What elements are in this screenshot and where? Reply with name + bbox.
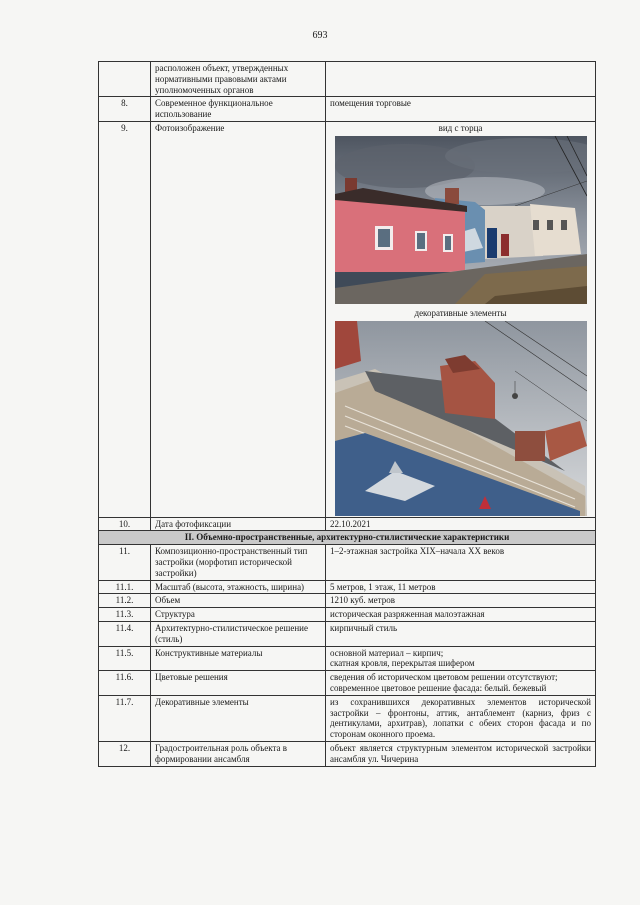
row-label: Архитектурно-стилистическое решение (стиль) [151, 621, 326, 646]
table-row [99, 97, 596, 122]
photo-cell [326, 121, 596, 517]
row-number: 11.7. [99, 695, 151, 741]
row-label: Конструктивные материалы [151, 646, 326, 671]
value-line: современное цветовое решение фасада: белый. бежевый [330, 682, 547, 693]
photo-caption-decorative: декоративные элементы [414, 307, 507, 318]
table-row [99, 517, 596, 531]
row-number: 11.6. [99, 671, 151, 696]
row-value: историческая разряженная малоэтажная [326, 608, 596, 622]
table-row [99, 671, 596, 696]
row-label: Цветовые решения [151, 671, 326, 696]
row-value [326, 62, 596, 97]
table-row [99, 62, 596, 97]
row-value: 22.10.2021 [326, 517, 596, 531]
table-row [99, 545, 596, 580]
row-number [99, 62, 151, 97]
row-label: Декоративные элементы [151, 695, 326, 741]
row-label: Современное функциональное использование [151, 97, 326, 122]
passport-table [98, 61, 596, 767]
row-value: кирпичный стиль [326, 621, 596, 646]
table-row [99, 580, 596, 594]
row-value: из сохранившихся декоративных элементов исторической застройки – фронтоны, аттик, антаблемент (карниз, фриз с дентикулами, архитрав), лопатки с обеих сторон фасада и по сторонам оконного проема. [326, 695, 596, 741]
value-line: скатная кровля, перекрытая шифером [330, 658, 475, 669]
row-value: 5 метров, 1 этаж, 11 метров [326, 580, 596, 594]
row-number: 11.3. [99, 608, 151, 622]
photo-end-view [335, 136, 587, 304]
row-label: Композиционно-пространственный тип застройки (морфотип исторической застройки) [151, 545, 326, 580]
photo-decorative-elements [335, 321, 587, 516]
row-label: Градостроительная роль объекта в формировании ансамбля [151, 741, 326, 766]
page-number: 693 [312, 30, 328, 41]
row-number: 11.4. [99, 621, 151, 646]
section-title: II. Объемно-пространственные, архитектурно-стилистические характеристики [99, 531, 596, 545]
row-label: Структура [151, 608, 326, 622]
row-number: 11.2. [99, 594, 151, 608]
value-line: основной материал – кирпич; [330, 647, 444, 658]
row-value [326, 646, 596, 671]
row-label: Объем [151, 594, 326, 608]
row-number: 9. [99, 121, 151, 517]
row-number: 12. [99, 741, 151, 766]
table-row [99, 741, 596, 766]
row-value: помещения торговые [326, 97, 596, 122]
table-row [99, 646, 596, 671]
row-value: 1210 куб. метров [326, 594, 596, 608]
row-label: расположен объект, утвержденных нормативными правовыми актами уполномоченных органов [151, 62, 326, 97]
row-number: 11.5. [99, 646, 151, 671]
value-line: сведения об историческом цветовом решении отсутствуют; [330, 672, 558, 683]
row-number: 10. [99, 517, 151, 531]
row-number: 11.1. [99, 580, 151, 594]
table-row [99, 608, 596, 622]
photo-caption-end-view: вид с торца [438, 122, 483, 133]
table-row-photos [99, 121, 596, 517]
row-value: объект является структурным элементом исторической застройки ансамбля ул. Чичерина [326, 741, 596, 766]
row-value: 1–2-этажная застройка XIX–начала XX веков [326, 545, 596, 580]
table-row [99, 621, 596, 646]
row-value [326, 671, 596, 696]
row-label: Масштаб (высота, этажность, ширина) [151, 580, 326, 594]
row-number: 11. [99, 545, 151, 580]
table-row [99, 594, 596, 608]
row-label: Фотоизображение [151, 121, 326, 517]
table-row [99, 695, 596, 741]
row-number: 8. [99, 97, 151, 122]
row-label: Дата фотофиксации [151, 517, 326, 531]
section-header [99, 531, 596, 545]
